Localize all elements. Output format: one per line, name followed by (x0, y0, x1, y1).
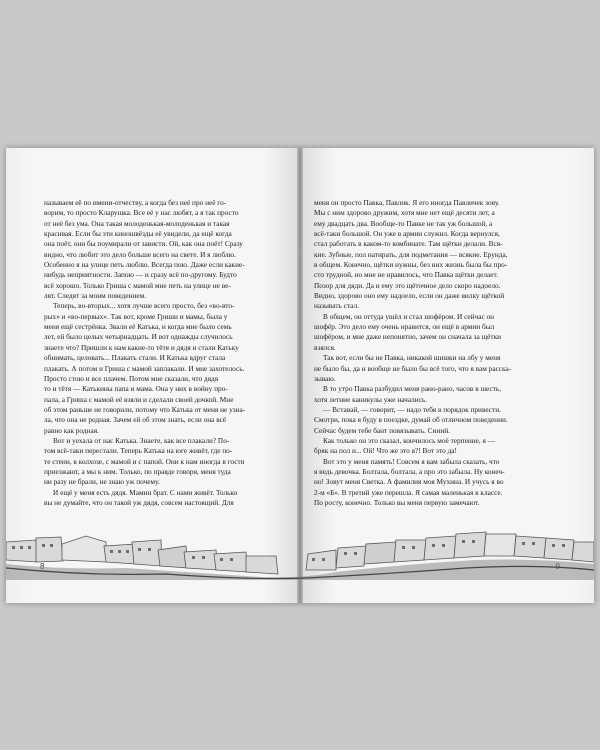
text-line: обнимать, целовать... Плакать стали. И Катька вдруг стала (44, 353, 226, 363)
text-line: лят. Следят за моим поведением. (44, 291, 147, 301)
text-line: ни разу не брали, не знаю уж почему. (44, 477, 160, 487)
text-line: я ведь девочка. Болтала, болтала, а про это забыла. Ну конеч- (314, 466, 505, 476)
text-line: видно, что любит это дело больше всего на свете. И я люблю. (44, 249, 236, 259)
text-line: стал работать в каком-то комбинате. Там щётки делали. Вся- (314, 239, 503, 249)
text-line: хотя летние каникулы уже начались. (314, 394, 428, 404)
text-line: Так вот, если бы не Павка, никакой шишки на лбу у меня (323, 353, 501, 363)
text-line: всё хорошо. Только Гриша с мамой мне петь на улице не ве- (44, 280, 231, 290)
text-line: называть стал. (314, 301, 359, 311)
text-line: об этом раньше не говорили, потому что Катька от меня не узна- (44, 404, 246, 414)
text-line: Вот и уехала от нас Катька. Знаете, как все плакали? По- (53, 435, 230, 445)
text-line: вы не думайте, что он такой уж дядя, совсем настоящий. Для (44, 497, 234, 507)
text-line: всё-таки большой. Он уже в армии служил. Когда вернулся, (314, 229, 500, 239)
town-skyline-illustration (6, 520, 594, 580)
text-line: По росту, конечно. Только вы меня первую замечают. (314, 497, 480, 507)
text-line: ворим, то просто Кларушка. Все её у нас любят, а я так просто (44, 208, 239, 218)
text-line: Смотри, пока я буду в поездке, думай об отличном поведении. (314, 415, 508, 425)
text-line: знаете что? Пришли к нам какие-то тётя и дядя и стали Катьку (44, 342, 239, 352)
text-line: красивая. Если бы эти киношвёзды её увидели, да ещё когда (44, 229, 232, 239)
text-line: Просто стою и все плачем. Потом мне сказали, что дядя (44, 373, 219, 383)
text-line: то и тётя — Катькины папа и мама. Она у них в войну про- (44, 384, 228, 394)
text-line: плакать. А потом и Гриша с мамой заплакали. И мне захотелось. (44, 363, 245, 373)
left-page-text (44, 198, 289, 508)
text-line: ла, что она не родная. Зачем ей об этом знать, если она всё (44, 415, 227, 425)
text-line: нибудь неприятности. Запою — и сразу всё по-другому. Будто (44, 270, 237, 280)
text-line: И ещё у меня есть дядя. Мамин брат. С нами живёт. Только (53, 487, 238, 497)
text-line: В то утро Павка разбудил меня рано-рано, часов в шесть, (323, 384, 502, 394)
text-line: сто трудной, но мне не нравилось, что Павка щётки делает. (314, 270, 498, 280)
text-line: Мы с ним здорово дружим, хотя мне нет ещё десяти лет, а (314, 208, 495, 218)
text-line: бряк на пол и... Ой! Что же это я?! Вот это да! (314, 446, 457, 456)
text-line: лет, ей было целых четырнадцать. И вот однажды случилось (44, 332, 233, 342)
text-line: шофёр. Это дело ему очень нравится, он ещё в армии был (314, 322, 495, 332)
text-line: Вот это у меня память! Совсем я вам забыла сказать, что (323, 456, 500, 466)
text-line: Видно, здорово оно ему надоело, если он даже вилку щёткой (314, 291, 505, 301)
text-line: Теперь, во-вторых... хотя лучше всего просто, без «во-вто- (53, 301, 235, 311)
text-line: приезжают, а мы к ним. Только, по правде говоря, меня туда (44, 466, 231, 476)
text-line: Особенно я на улице петь люблю. Всегда пою. Даже если какие- (44, 260, 245, 270)
right-page-text (314, 198, 554, 508)
text-line: рых» и «во-первых». Так вот, кроме Гриши и мамы, была у (44, 311, 228, 321)
text-line: Как только он это сказал, кончилось моё терпение, я — (323, 435, 495, 445)
text-line: ему двадцать два. Вообще-то Павке не так уж большой, а (314, 218, 493, 228)
text-line: не было бы, да и вообще не было бы всё того, что я вам расска- (314, 363, 512, 373)
text-line: взялся. (314, 342, 336, 352)
text-line: она поёт, они бы поумирали от зависти. Ой, как она поёт! Сразу (44, 239, 243, 249)
text-line: том всё-таки перестали. Теперь Катька на юге живёт, где по- (44, 446, 233, 456)
text-line: но! Зовут меня Светка. А фамилия моя Мухина. И учусь я во (314, 477, 504, 487)
text-line: зываю. (314, 373, 336, 383)
text-line: Позор для дяди. Да и ему это щёточное дело скоро надоело. (314, 280, 501, 290)
text-line: меня он просто Павка, Павлик. Я его иногда Павличек зову. (314, 198, 500, 207)
text-line: называем её по имени-отчеству, а когда без неё про неё го- (44, 198, 227, 207)
text-line: те стени, в колхозе, с мамой и с папой. Они к нам иногда в гости (44, 456, 245, 466)
text-line: Сейчас будем тебе бант повязывать. Синий. (314, 425, 450, 435)
text-line: в общем. Конечно, щётки нужны, без них жизнь была бы про- (314, 260, 508, 270)
text-line: шофёром, и мне даже непонятно, зачем он сначала за щётки (314, 332, 502, 342)
text-line: кие. Зубные, пол натирать, для подметания — всякие. Ерунда, (314, 249, 508, 259)
text-line: равно как родная. (44, 425, 99, 435)
text-line: В общем, он оттуда ушёл и стал шофёром. И сейчас он (323, 311, 495, 321)
text-line: — Вставай, — говорит, — надо тебя в порядок привести. (323, 404, 501, 414)
text-line: 2-м «Б». В третий уже перешла. Я самая маленькая в классе. (314, 487, 503, 497)
left-page-number: 8 (40, 562, 45, 571)
text-line: пала, а Гриша с мамой её взяли и сделали своей дочкой. Мне (44, 394, 234, 404)
text-line: меня ещё сестрёнка. Звали её Катька, и когда мне было семь (44, 322, 232, 332)
text-line: от неё без ума. Она такая молоденькая-молоденькая и такая (44, 218, 230, 228)
book-spread (6, 148, 594, 603)
